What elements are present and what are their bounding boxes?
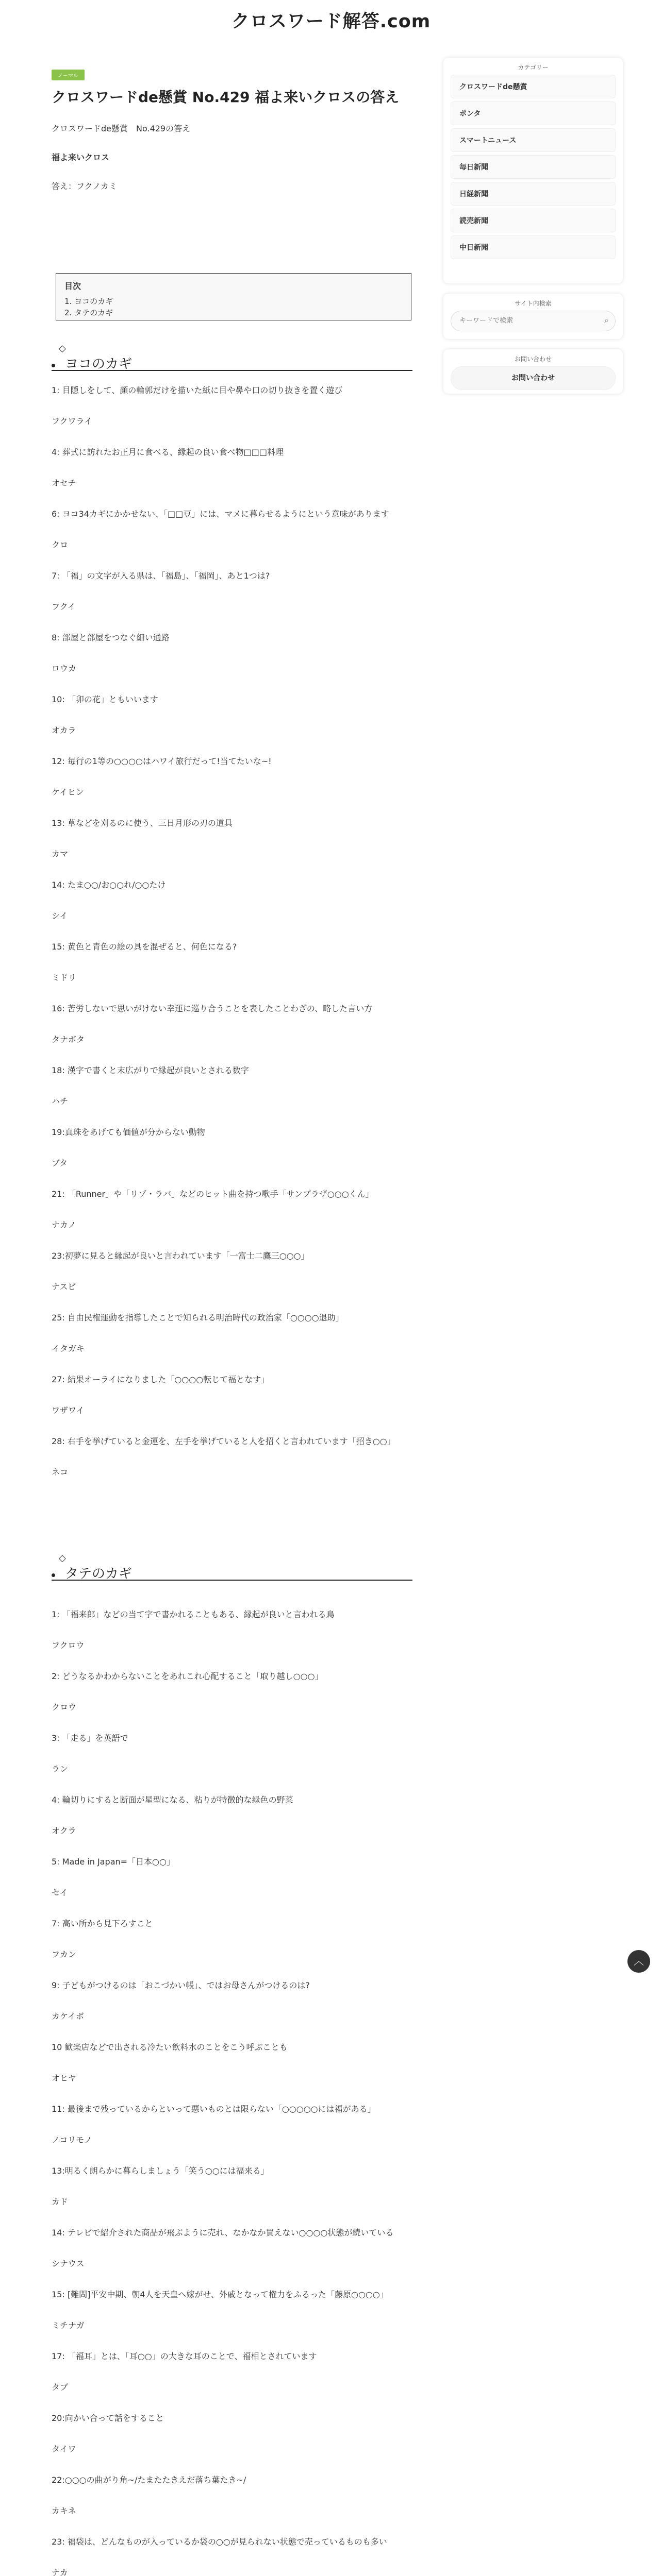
- clue-text: 1: 目隠しをして、顔の輪郭だけを描いた紙に目や鼻や口の切り抜きを置く遊び: [52, 385, 343, 395]
- toc-title: 目次: [64, 281, 81, 291]
- answer-text: ミドリ: [52, 973, 77, 982]
- tate-clue-list: [52, 1609, 412, 2576]
- contact-button[interactable]: お問い合わせ: [451, 366, 616, 390]
- clue-text: 23: 福袋は、どんなものが入っているか袋の○○が見られない状態で売っているものも多い: [52, 2537, 387, 2547]
- clue-text: 4: 輪切りにすると断面が星型になる、粘りが特徴的な緑色の野菜: [52, 1795, 293, 1805]
- contact-widget-title: お問い合わせ: [514, 355, 552, 363]
- category-widget-title: カテゴリー: [518, 64, 549, 71]
- sidebar-category-kenshou[interactable]: クロスワードde懸賞: [451, 75, 616, 98]
- answer-text: タイワ: [52, 2444, 76, 2454]
- answer-text: オヒヤ: [52, 2073, 77, 2083]
- answer-text: カキネ: [52, 2506, 76, 2516]
- answer-text: カケイボ: [52, 2011, 84, 2021]
- clue-text: 11: 最後まで残っているからといって悪いものとは限らない「○○○○○には福がある」: [52, 2104, 376, 2114]
- sidebar-category-nikkei[interactable]: 日経新聞: [451, 182, 616, 206]
- answer-text: ネコ: [52, 1467, 69, 1477]
- sidebar-category-yomiuri[interactable]: 読売新聞: [451, 209, 616, 232]
- diamond-icon: ◇: [59, 343, 66, 354]
- answer-text: オセチ: [52, 478, 76, 488]
- answer-text: ロウカ: [52, 664, 77, 673]
- clue-text: 8: 部屋と部屋をつなぐ細い通路: [52, 633, 170, 642]
- toc-item-tate[interactable]: 2. タテのカギ: [64, 308, 113, 317]
- answer-text: イタガキ: [52, 1344, 85, 1353]
- answer-text: カド: [52, 2197, 69, 2207]
- answer-text: フクイ: [52, 602, 76, 612]
- clue-text: 19:真珠をあげても価値が分からない動物: [52, 1127, 205, 1137]
- clue-text: 17: 「福耳」とは、「耳○○」の大きな耳のことで、福相とされています: [52, 2351, 317, 2361]
- answer-text: ミチナガ: [52, 2320, 85, 2330]
- clue-text: 2: どうなるかわからないことをあれこれ心配すること「取り越し○○○」: [52, 1671, 323, 1681]
- toc-item-yoko[interactable]: 1. ヨコのカギ: [64, 297, 113, 306]
- article-lead: [52, 122, 412, 194]
- clue-text: 16: 苦労しないで思いがけない幸運に巡り合うことを表したことわざの、略した言い方: [52, 1004, 373, 1013]
- clue-text: 13:明るく朗らかに暮らしましょう「笑う○○には福来る」: [52, 2166, 269, 2176]
- answer-text: タブ: [52, 2382, 69, 2392]
- diamond-icon: ◇: [59, 1553, 66, 1564]
- clue-text: 23:初夢に見ると縁起が良いと言われています「一富士二鷹三○○○」: [52, 1251, 309, 1261]
- sidebar-category-smartnews[interactable]: スマートニュース: [451, 128, 616, 152]
- post-title: クロスワードde懸賞 No.429 福よ来いクロスの答え: [52, 89, 400, 106]
- contact-widget: [443, 349, 623, 394]
- lead-line: クロスワードde懸賞 No.429の答え: [52, 124, 191, 133]
- clue-text: 12: 毎行の1等の○○○○はハワイ旅行だって!当てたいな~!: [52, 756, 272, 766]
- clue-text: 3: 「走る」を英語で: [52, 1733, 128, 1743]
- answer-text: ワザワイ: [52, 1405, 85, 1415]
- answer-text: シナウス: [52, 2259, 85, 2268]
- theme-line: 福よ来いクロス: [52, 152, 110, 162]
- search-widget-title: サイト内検索: [515, 300, 552, 307]
- clue-text: 4: 葬式に訪れたお正月に食べる、縁起の良い食べ物□□□料理: [52, 447, 284, 457]
- answer-text: ノコリモノ: [52, 2135, 93, 2145]
- answer-text: ナカ: [52, 2568, 68, 2576]
- answer-text: クロウ: [52, 1702, 77, 1712]
- answer-text: ナカノ: [52, 1220, 76, 1230]
- answer-text: セイ: [52, 1888, 68, 1897]
- clue-text: 15: 黄色と青色の絵の具を混ぜると、何色になる?: [52, 942, 237, 952]
- search-input[interactable]: [451, 311, 612, 330]
- clue-text: 14: たま○○/お○○れ/○○たけ: [52, 880, 166, 890]
- answer-text: ナスビ: [52, 1282, 76, 1292]
- answer-text: クロ: [52, 540, 69, 550]
- answer-text: フクロウ: [52, 1640, 85, 1650]
- answer-text: シイ: [52, 911, 68, 921]
- clue-text: 13: 草などを刈るのに使う、三日月形の刃の道具: [52, 818, 233, 828]
- clue-text: 20:向かい合って話をすること: [52, 2413, 164, 2423]
- search-icon[interactable]: ⌕: [604, 315, 609, 325]
- clue-text: 27: 結果オーライになりました「○○○○転じて福となす」: [52, 1375, 270, 1384]
- bullet-icon: [52, 1573, 55, 1577]
- clue-text: 10 歓楽店などで出される冷たい飲料水のことをこう呼ぶことも: [52, 2042, 288, 2052]
- clue-text: 22:○○○の曲がり角~/たまたたきえだ落ち葉たき~/: [52, 2475, 246, 2485]
- clue-text: 7: 高い所から見下ろすこと: [52, 1919, 153, 1928]
- answer-text: フクワライ: [52, 416, 93, 426]
- answer-text: ブタ: [52, 1158, 68, 1168]
- clue-text: 10: 「卯の花」ともいいます: [52, 694, 158, 704]
- clue-text: 14: テレビで紹介された商品が飛ぶように売れ、なかなか買えない○○○○状態が続いている: [52, 2228, 394, 2238]
- search-form: [451, 311, 616, 331]
- clue-text: 25: 自由民権運動を指導したことで知られる明治時代の政治家「○○○○退助」: [52, 1313, 344, 1323]
- answer-text: ハチ: [52, 1096, 69, 1106]
- page-top-button[interactable]: [627, 1950, 650, 1973]
- clue-text: 1: 「福来郎」などの当て字で書かれることもある、縁起が良いと言われる鳥: [52, 1609, 335, 1619]
- answer-line: 答え：フクノカミ: [52, 181, 118, 191]
- clue-text: 7: 「福」の文字が入る県は、「福島」、「福岡」、あと1つは?: [52, 571, 270, 581]
- answer-text: タナボタ: [52, 1035, 85, 1044]
- clue-text: 21: 「Runner」や「リゾ・ラバ」などのヒット曲を持つ歌手「サンプラザ○○○くん」: [52, 1189, 374, 1199]
- clue-text: 6: ヨコ34カギにかかせない、「□□豆」には、マメに暮らせるようにという意味があります: [52, 509, 389, 519]
- clue-text: 18: 漢字で書くと末広がりで縁起が良いとされる数字: [52, 1065, 249, 1075]
- bullet-icon: [52, 364, 55, 367]
- answer-text: フカン: [52, 1950, 76, 1959]
- category-badge[interactable]: ノーマル: [52, 70, 85, 80]
- sidebar-category-chunichi[interactable]: 中日新聞: [451, 235, 616, 259]
- section-heading-tate: ◇ タテのカギ: [52, 1553, 412, 1581]
- clue-text: 28: 右手を挙げていると金運を、左手を挙げていると人を招くと言われています「招き○○」: [52, 1436, 395, 1446]
- section-heading-yoko: ◇ ヨコのカギ: [52, 343, 412, 371]
- clue-text: 15: [難問]平安中期、朝4人を天皇へ嫁がせ、外戚となって権力をふるった「藤原○○○○」: [52, 2290, 388, 2299]
- clue-text: 9: 子どもがつけるのは「おこづかい帳」、ではお母さんがつけるのは?: [52, 1980, 310, 1990]
- article: [52, 70, 412, 208]
- site-header: [0, 0, 662, 41]
- sidebar-category-ponta[interactable]: ポンタ: [451, 101, 616, 125]
- answer-text: ケイヒン: [52, 787, 84, 797]
- sidebar: [443, 58, 623, 394]
- answer-text: ラン: [52, 1764, 69, 1774]
- yoko-clue-list: [52, 385, 412, 1498]
- answer-text: カマ: [52, 849, 69, 859]
- answer-text: オカラ: [52, 725, 76, 735]
- answer-text: オクラ: [52, 1826, 76, 1836]
- clue-text: 5: Made in Japan=「日本○○」: [52, 1857, 175, 1867]
- table-of-contents: [56, 273, 411, 320]
- site-title[interactable]: クロスワード解答.com: [231, 11, 431, 32]
- chevron-up-icon: ︿: [634, 1955, 644, 1967]
- search-widget: [443, 294, 623, 339]
- sidebar-category-mainichi[interactable]: 毎日新聞: [451, 155, 616, 179]
- category-widget: [443, 58, 623, 283]
